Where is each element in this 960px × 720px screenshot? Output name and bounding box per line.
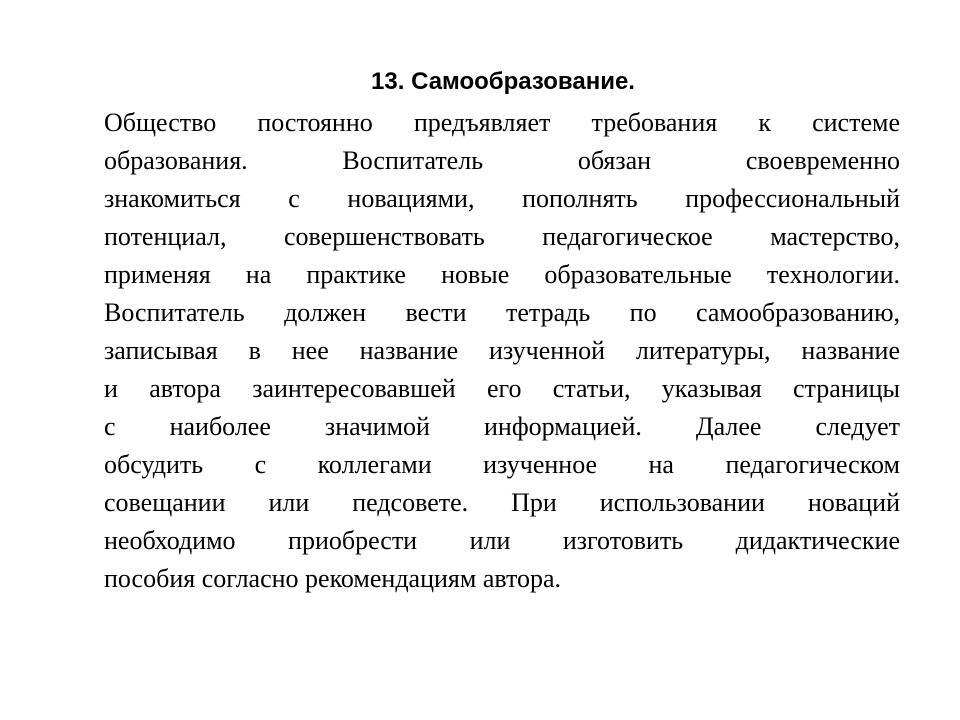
- body-line: знакомиться с новациями, пополнять профессиональный: [104, 184, 900, 213]
- body-line: Воспитатель должен вести тетрадь по самообразованию,: [104, 298, 900, 327]
- body-line: пособия согласно рекомендациям автора.: [104, 564, 562, 593]
- body-line: с наиболее значимой информацией. Далее следует: [104, 412, 900, 441]
- body-line: Общество постоянно предъявляет требования к системе: [104, 108, 900, 137]
- body-line: потенциал, совершенствовать педагогическое мастерство,: [104, 222, 900, 251]
- body-line: записывая в нее название изученной литературы, название: [104, 336, 900, 365]
- body-line: необходимо приобрести или изготовить дидактические: [104, 526, 900, 555]
- body-line: совещании или педсовете. При использовании новаций: [104, 488, 900, 517]
- body-line: образования. Воспитатель обязан своевременно: [104, 146, 900, 175]
- body-line: обсудить с коллегами изученное на педагогическом: [104, 450, 900, 479]
- body-text: [104, 104, 900, 598]
- page-title: 13. Самообразование.: [371, 68, 635, 95]
- body-line: и автора заинтересовавшей его статьи, указывая страницы: [104, 374, 900, 403]
- body-line: применяя на практике новые образовательные технологии.: [104, 260, 900, 289]
